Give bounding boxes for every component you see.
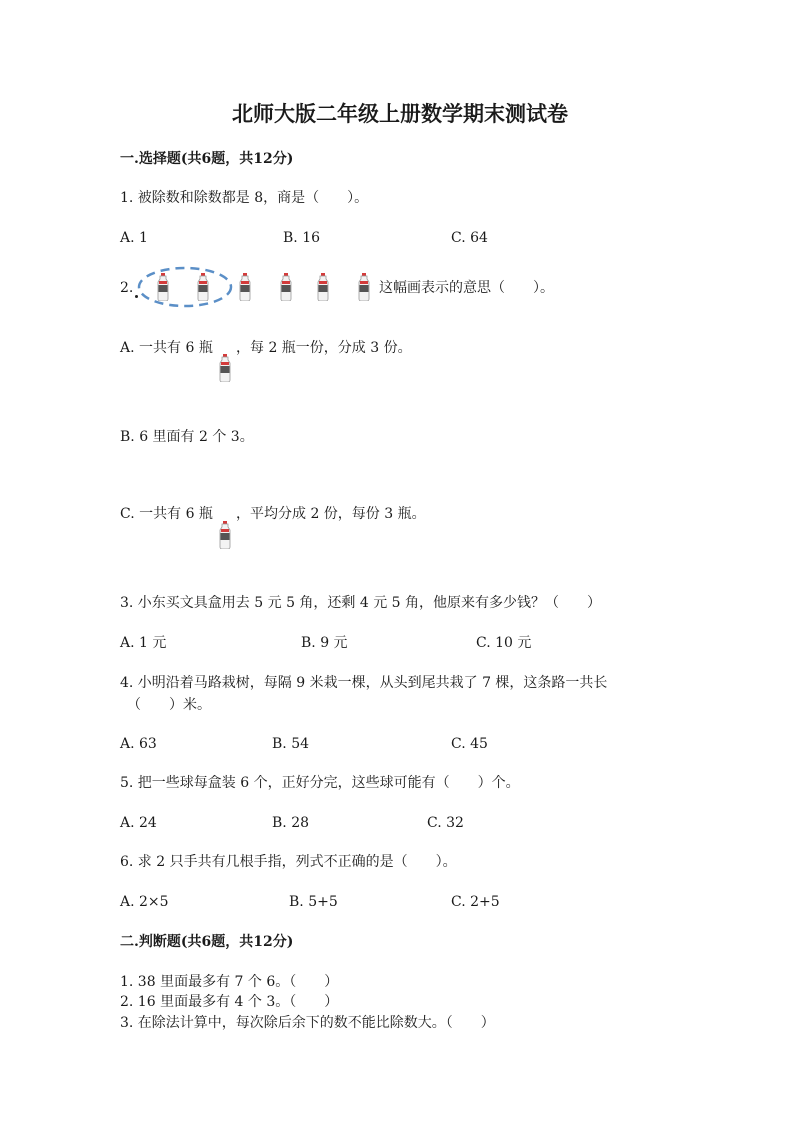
judgment-item: 1. 38 里面最多有 7 个 6。（ ） <box>120 974 339 990</box>
question-5-option-a: A. 24 <box>120 815 157 831</box>
page-title: 北师大版二年级上册数学期末测试卷 <box>232 101 568 126</box>
water-bottle-icon <box>156 273 170 301</box>
water-bottle-icon <box>357 273 371 301</box>
question-2-option-b: B. 6 里面有 2 个 3。 <box>120 429 254 445</box>
question-2-stem: 这幅画表示的意思（ ）。 <box>379 280 554 296</box>
grouping-oval <box>137 266 233 308</box>
question-2-number: 2. <box>120 280 134 296</box>
question-1-stem: 1. 被除数和除数都是 8，商是（ ）。 <box>120 190 369 206</box>
question-3-option-c: C. 10 元 <box>476 635 532 651</box>
water-bottle-icon <box>238 273 252 301</box>
question-4-option-c: C. 45 <box>451 736 488 752</box>
question-4-stem-line1: 4. 小明沿着马路栽树，每隔 9 米栽一棵，从头到尾共栽了 7 棵，这条路一共长 <box>120 675 608 691</box>
water-bottle-icon <box>218 521 232 549</box>
water-bottle-icon <box>218 354 232 382</box>
judgment-item: 3. 在除法计算中，每次除后余下的数不能比除数大。（ ） <box>120 1015 495 1031</box>
water-bottle-icon <box>279 273 293 301</box>
question-6-option-c: C. 2+5 <box>451 894 500 910</box>
section-heading-true-false: 二.判断题(共6题，共12分) <box>120 934 294 950</box>
question-2-option-c-text: C. 一共有 6 瓶 <box>120 506 213 522</box>
question-4-option-a: A. 63 <box>120 736 157 752</box>
question-3-stem: 3. 小东买文具盒用去 5 元 5 角，还剩 4 元 5 角，他原来有多少钱？（ ） <box>120 595 602 611</box>
question-1-option-b: B. 16 <box>283 230 321 246</box>
judgment-item: 2. 16 里面最多有 4 个 3。（ ） <box>120 994 339 1010</box>
question-2-option-a-text: A. 一共有 6 瓶 <box>120 340 213 356</box>
question-4-option-b: B. 54 <box>272 736 310 752</box>
water-bottle-icon <box>196 273 210 301</box>
question-4-stem-line2: （ ）米。 <box>127 697 211 713</box>
question-2-option-c-rest: ，平均分成 2 份，每份 3 瓶。 <box>236 506 426 522</box>
question-3-option-a: A. 1 元 <box>120 635 167 651</box>
question-5-stem: 5. 把一些球每盒装 6 个，正好分完，这些球可能有（ ）个。 <box>120 775 520 791</box>
question-6-option-a: A. 2×5 <box>120 894 169 910</box>
question-1-option-c: C. 64 <box>451 230 488 246</box>
question-6-option-b: B. 5+5 <box>289 894 338 910</box>
water-bottle-icon <box>316 273 330 301</box>
question-5-option-b: B. 28 <box>272 815 310 831</box>
question-2-option-a-rest: ，每 2 瓶一份，分成 3 份。 <box>236 340 412 356</box>
question-3-option-b: B. 9 元 <box>301 635 348 651</box>
question-5-option-c: C. 32 <box>427 815 464 831</box>
section-heading-choice: 一.选择题(共6题，共12分) <box>120 151 294 167</box>
question-1-option-a: A. 1 <box>120 230 148 246</box>
question-6-stem: 6. 求 2 只手共有几根手指，列式不正确的是（ ）。 <box>120 854 457 870</box>
